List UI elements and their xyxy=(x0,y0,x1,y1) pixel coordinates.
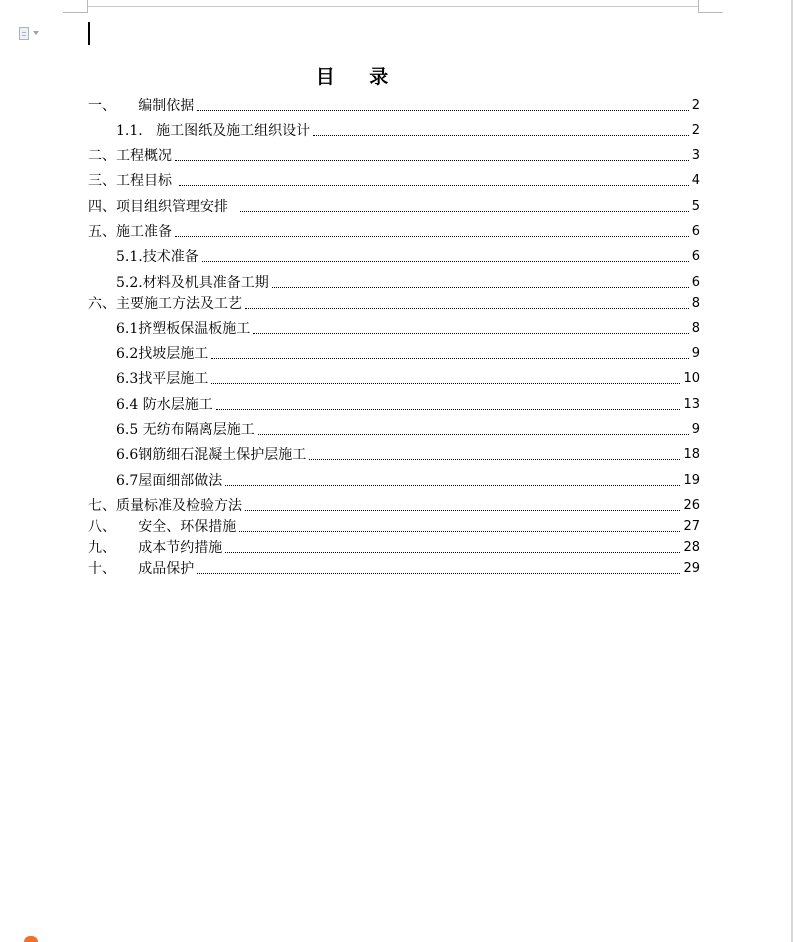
toc-entry-label: 6.1挤塑板保温板施工 xyxy=(116,321,251,337)
toc-entry-page: 18 xyxy=(683,447,700,462)
toc-entry-page: 26 xyxy=(683,498,700,513)
toc-entry[interactable] xyxy=(88,223,700,241)
toc-entry-page: 10 xyxy=(683,371,700,386)
toc-leader xyxy=(225,552,680,553)
toc-entry-page: 8 xyxy=(691,321,700,336)
toc-leader xyxy=(272,287,689,288)
margin-corner-left xyxy=(63,0,88,13)
toc-entry[interactable] xyxy=(88,295,700,313)
toc-entry-page: 4 xyxy=(691,173,700,188)
toc-leader xyxy=(245,510,680,511)
toc-entry-label: 五、施工准备 xyxy=(88,224,172,240)
toc-leader xyxy=(175,160,689,161)
toc-entry[interactable] xyxy=(116,345,700,363)
toc-entry-label: 二、工程概况 xyxy=(88,148,172,164)
toc-entry[interactable] xyxy=(88,97,700,115)
toc-entry[interactable] xyxy=(116,122,700,140)
toc-leader xyxy=(258,434,689,435)
toc-leader xyxy=(197,110,688,111)
toc-entry-page: 27 xyxy=(683,519,700,534)
toc-entry-label: 5.2.材料及机具准备工期 xyxy=(116,275,269,291)
toc-entry-label: 6.3找平层施工 xyxy=(116,371,209,387)
toc-entry-label: 三、工程目标 xyxy=(88,173,177,189)
toc-leader xyxy=(245,308,689,309)
text-cursor xyxy=(88,22,90,45)
toc-entry-label: 6.4 防水层施工 xyxy=(116,397,213,413)
toc-entry-label: 6.5 无纺布隔离层施工 xyxy=(116,422,255,438)
toc-entry-label: 6.2找坡层施工 xyxy=(116,346,209,362)
toc-entry-label: 1.1. 施工图纸及施工组织设计 xyxy=(116,123,311,139)
toc-leader xyxy=(240,211,689,212)
toc-entry-label: 九、 成本节约措施 xyxy=(88,540,223,556)
margin-corner-right xyxy=(698,0,723,13)
toc-leader xyxy=(253,333,688,334)
toc-entry-page: 5 xyxy=(691,199,700,214)
toc-leader xyxy=(216,409,681,410)
toc-entry[interactable] xyxy=(116,472,700,490)
toc-entry-page: 9 xyxy=(691,422,700,437)
chevron-down-icon xyxy=(33,31,39,35)
toc-entry[interactable] xyxy=(116,370,700,388)
toc-leader xyxy=(179,185,688,186)
toc-leader xyxy=(197,573,680,574)
toc-entry-page: 3 xyxy=(691,148,700,163)
toc-entry-page: 6 xyxy=(691,275,700,290)
app-logo-fragment xyxy=(24,936,38,942)
toc-entry[interactable] xyxy=(88,518,700,536)
toc-entry[interactable] xyxy=(88,198,700,216)
toc-entry[interactable] xyxy=(116,396,700,414)
toc-entry-page: 29 xyxy=(683,561,700,576)
document-icon xyxy=(19,27,29,40)
toc-entry[interactable] xyxy=(88,560,700,578)
toc-leader xyxy=(175,236,689,237)
paragraph-menu-button[interactable] xyxy=(19,24,49,42)
toc-entry-label: 八、 安全、环保措施 xyxy=(88,519,237,535)
toc-title: 目 录 xyxy=(315,66,403,88)
toc-entry-page: 2 xyxy=(691,98,700,113)
toc-entry[interactable] xyxy=(116,274,700,292)
toc-leader xyxy=(225,485,680,486)
toc-entry-label: 一、 编制依据 xyxy=(88,98,195,114)
toc-entry[interactable] xyxy=(116,446,700,464)
toc-entry-label: 6.6钢筋细石混凝土保护层施工 xyxy=(116,447,307,463)
toc-entry[interactable] xyxy=(88,497,700,515)
toc-entry-page: 2 xyxy=(691,123,700,138)
toc-leader xyxy=(239,531,680,532)
toc-leader xyxy=(313,135,689,136)
toc-leader xyxy=(202,261,689,262)
toc-leader xyxy=(211,358,688,359)
toc-entry-page: 6 xyxy=(691,249,700,264)
toc-entry-page: 13 xyxy=(683,397,700,412)
toc-entry-page: 8 xyxy=(691,296,700,311)
toc-entry[interactable] xyxy=(116,320,700,338)
toc-entry-label: 四、项目组织管理安排 xyxy=(88,199,237,215)
toc-entry[interactable] xyxy=(88,172,700,190)
page-top-margin-line xyxy=(88,6,698,7)
toc-entry[interactable] xyxy=(88,539,700,557)
toc-entry-page: 19 xyxy=(683,473,700,488)
toc-entry-label: 5.1.技术准备 xyxy=(116,249,199,265)
toc-entry-label: 6.7屋面细部做法 xyxy=(116,473,223,489)
toc-entry[interactable] xyxy=(116,421,700,439)
toc-entry-label: 十、 成品保护 xyxy=(88,561,195,577)
toc-entry-label: 七、质量标准及检验方法 xyxy=(88,498,242,514)
toc-leader xyxy=(211,383,680,384)
toc-entry-page: 6 xyxy=(691,224,700,239)
toc-entry[interactable] xyxy=(88,147,700,165)
toc-entry-label: 六、主要施工方法及工艺 xyxy=(88,296,242,312)
toc-entry[interactable] xyxy=(116,248,700,266)
toc-leader xyxy=(309,459,680,460)
toc-entry-page: 28 xyxy=(683,540,700,555)
toc-entry-page: 9 xyxy=(691,346,700,361)
